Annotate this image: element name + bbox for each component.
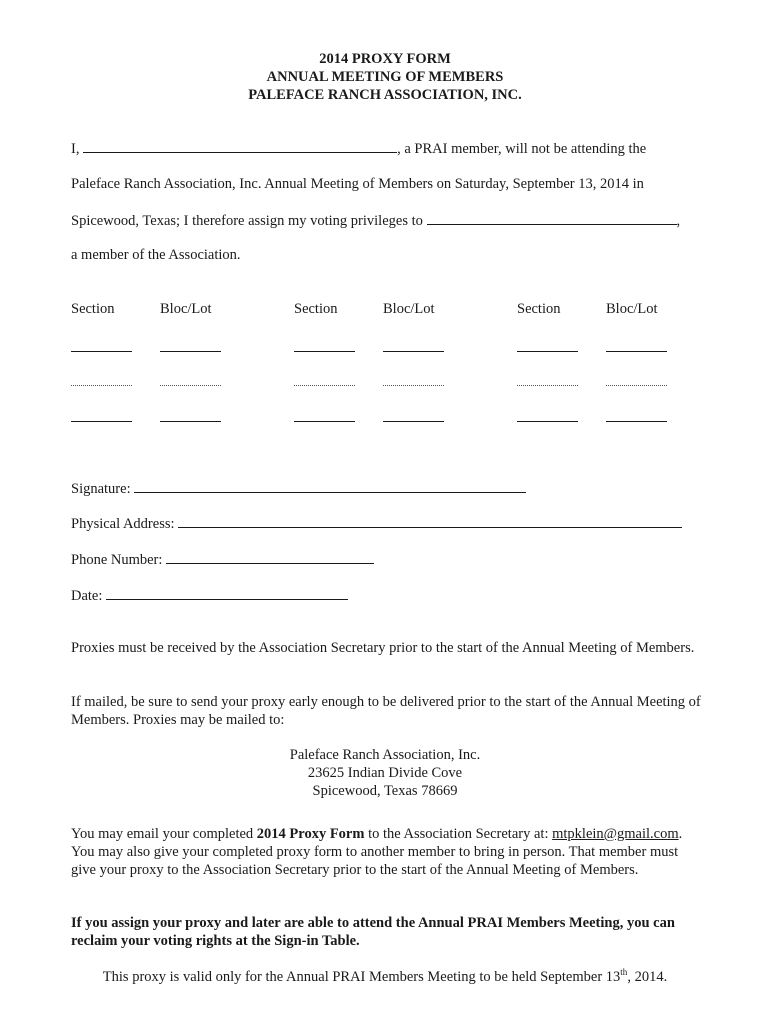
validity-superscript: th: [620, 967, 628, 978]
intro-line-2: Paleface Ranch Association, Inc. Annual Meeting of Members on Saturday, September 13, 2014 in: [71, 176, 644, 192]
section-field[interactable]: [71, 351, 132, 352]
signature-row: [71, 479, 526, 498]
bloclot-field[interactable]: [606, 421, 667, 422]
section-field[interactable]: [517, 351, 578, 352]
date-row: [71, 586, 348, 605]
i-label: I,: [71, 141, 80, 157]
section-field[interactable]: [517, 385, 578, 386]
section-field[interactable]: [71, 385, 132, 386]
phone-field[interactable]: [166, 550, 374, 564]
email-prefix: You may email your completed: [71, 826, 257, 842]
date-label: Date:: [71, 588, 103, 604]
email-form-name: 2014 Proxy Form: [256, 826, 365, 842]
address-row: [71, 514, 682, 533]
section-label-3: Section: [517, 301, 561, 317]
proxy-holder-field[interactable]: [427, 211, 677, 225]
mailing-address-line-2: 23625 Indian Divide Cove: [307, 765, 463, 781]
mailing-address-line-1: Paleface Ranch Association, Inc.: [289, 747, 481, 763]
date-field[interactable]: [106, 586, 348, 600]
form-subtitle: ANNUAL MEETING OF MEMBERS: [266, 69, 504, 85]
organization-name: PALEFACE RANCH ASSOCIATION, INC.: [248, 87, 522, 103]
bloclot-field[interactable]: [606, 385, 667, 386]
bloclot-field[interactable]: [160, 385, 221, 386]
email-mid: to the Association Secretary at:: [364, 826, 549, 842]
deadline-paragraph: Proxies must be received by the Association Secretary prior to the start of the Annual Meeting of Members.: [71, 640, 695, 656]
assign-text: Spicewood, Texas; I therefore assign my voting privileges to: [71, 213, 423, 229]
section-field[interactable]: [294, 351, 355, 352]
phone-label: Phone Number:: [71, 552, 163, 568]
bloclot-field[interactable]: [160, 421, 221, 422]
signature-field[interactable]: [134, 479, 526, 493]
address-field[interactable]: [178, 514, 682, 528]
bloclot-label-1: Bloc/Lot: [160, 301, 212, 317]
bloclot-field[interactable]: [606, 351, 667, 352]
email-paragraph: [71, 825, 701, 879]
intro-line-4: a member of the Association.: [71, 247, 241, 263]
mailing-address-line-3: Spicewood, Texas 78669: [312, 783, 458, 799]
bloclot-field[interactable]: [160, 351, 221, 352]
address-label: Physical Address:: [71, 516, 175, 532]
secretary-email-link[interactable]: mtpklein@gmail.com: [552, 826, 679, 842]
phone-row: [71, 550, 374, 569]
member-name-field[interactable]: [83, 139, 397, 153]
bloclot-field[interactable]: [383, 351, 444, 352]
section-field[interactable]: [71, 421, 132, 422]
assign-comma: ,: [676, 213, 681, 229]
validity-statement: [0, 968, 770, 986]
section-field[interactable]: [517, 421, 578, 422]
bloclot-field[interactable]: [383, 421, 444, 422]
section-label-1: Section: [71, 301, 115, 317]
member-statement: , a PRAI member, will not be attending the: [397, 141, 647, 157]
validity-text: This proxy is valid only for the Annual PRAI Members Meeting to be held September 13: [102, 969, 621, 985]
email-suffix: . You may also give your completed proxy form to another member to bring in person. That member must give your proxy to the Association Secretary prior to the start of the Annual Meeting of Members.: [71, 826, 683, 878]
bloclot-label-2: Bloc/Lot: [383, 301, 435, 317]
intro-line-1: [71, 139, 646, 158]
reclaim-notice: If you assign your proxy and later are able to attend the Annual PRAI Members Meeting, you can reclaim your voting rights at the Sign-in Table.: [71, 915, 675, 949]
signature-label: Signature:: [71, 481, 131, 497]
validity-year: , 2014.: [627, 969, 668, 985]
form-title: 2014 PROXY FORM: [319, 51, 451, 67]
section-field[interactable]: [294, 421, 355, 422]
bloclot-label-3: Bloc/Lot: [606, 301, 658, 317]
section-field[interactable]: [294, 385, 355, 386]
intro-line-3: [71, 211, 680, 230]
section-label-2: Section: [294, 301, 338, 317]
bloclot-field[interactable]: [383, 385, 444, 386]
mailing-paragraph: If mailed, be sure to send your proxy early enough to be delivered prior to the start of the Annual Meeting of Members. Proxies may be mailed to:: [71, 694, 701, 728]
